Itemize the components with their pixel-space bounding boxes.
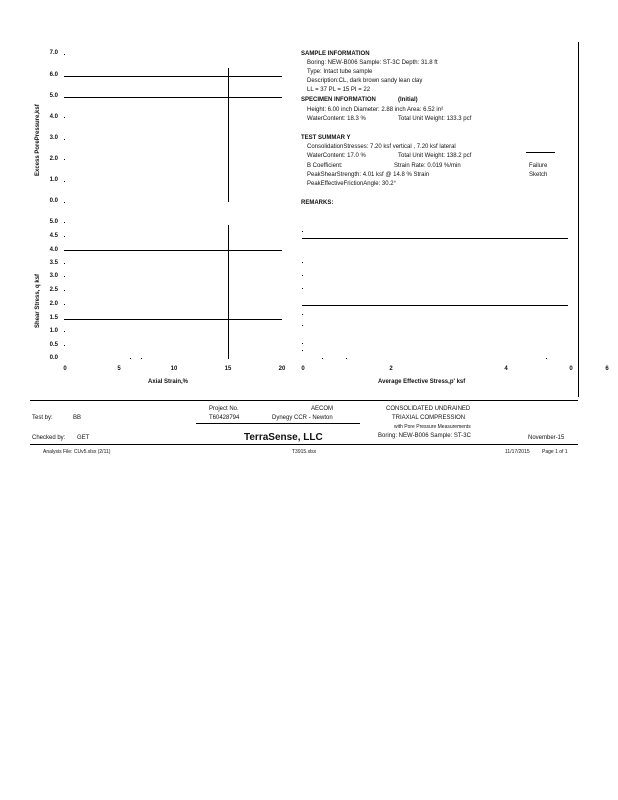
print-date: 11/17/2015 bbox=[505, 449, 530, 455]
bl-y-tick-1.5: 1.5 bbox=[49, 315, 58, 321]
report-title-3: with Pore Pressure Measurements bbox=[394, 424, 471, 430]
top-y-tick-4: 4.0 bbox=[49, 114, 58, 120]
specimen-info-line1: Height: 6.00 inch Diameter: 2.88 inch Area: 6.52 in² bbox=[307, 107, 444, 113]
bl-x-tick-20: 20 bbox=[278, 366, 286, 372]
report-title-1: CONSOLIDATED UNDRAINED bbox=[386, 406, 471, 412]
bl-x-tick-5: 5 bbox=[117, 366, 121, 372]
sketch-label: Sketch bbox=[529, 172, 548, 178]
test-b-coefficient: B Coefficient: bbox=[307, 163, 343, 169]
checked-by-value: GET bbox=[77, 435, 90, 441]
bl-y-tick-3.5: 3.5 bbox=[49, 260, 58, 266]
test-strain-rate: Strain Rate: 0.019 %/min bbox=[394, 163, 461, 169]
br-x-tick-2: 2 bbox=[389, 366, 393, 372]
test-unit-weight: Total Unit Weight: 138.2 pcf bbox=[398, 153, 472, 159]
top-y-tick-6: 6.0 bbox=[49, 72, 58, 78]
bl-y-tick-0.0: 0.0 bbox=[49, 355, 58, 361]
sample-info-line2: Type: Intact tube sample bbox=[307, 69, 373, 75]
project-name: Dynegy CCR - Newton bbox=[272, 415, 333, 421]
company-name: TerraSense, LLC bbox=[244, 432, 323, 443]
br-chart-xlabel: Average Effective Stress,p' ksf bbox=[378, 379, 466, 385]
page-right-border bbox=[578, 42, 579, 397]
sample-info-line3: Description:CL, dark brown sandy lean clay bbox=[307, 78, 423, 84]
top-ref-vline bbox=[228, 68, 229, 202]
page-number: Page 1 of 1 bbox=[542, 449, 568, 455]
checked-by-label: Checked by: bbox=[32, 435, 66, 441]
sample-info-line1: Boring: NEW-B006 Sample: ST-3C Depth: 31.8 ft bbox=[307, 60, 438, 66]
report-date: November-15 bbox=[528, 435, 565, 441]
br-x-tick-4: 4 bbox=[504, 366, 508, 372]
remarks-heading: REMARKS: bbox=[301, 200, 334, 206]
bl-x-tick-15: 15 bbox=[224, 366, 232, 372]
bl-chart-ylabel: Shear Stress, q ksf bbox=[35, 273, 41, 328]
bl-ref-vline bbox=[228, 225, 229, 359]
br-x-tick-6: 6 bbox=[605, 366, 609, 372]
bl-y-tick-4.5: 4.5 bbox=[49, 233, 58, 239]
top-y-tick-5: 5.0 bbox=[49, 93, 58, 99]
test-water-content: WaterContent: 17.0 % bbox=[307, 153, 366, 159]
project-underline bbox=[196, 423, 360, 424]
analysis-file: Analysis File: CUv5.xlsx (2/11) bbox=[43, 449, 111, 455]
project-no-label: Project No. bbox=[209, 406, 239, 412]
tested-by-value: BB bbox=[73, 415, 82, 421]
center-file: T3915.xlsx bbox=[292, 449, 317, 455]
bl-y-tick-0.5: 0.5 bbox=[49, 342, 58, 348]
bl-x-tick-0: 0 bbox=[63, 366, 67, 372]
tested-by-label: Test by: bbox=[32, 415, 53, 421]
specimen-water-content: WaterContent: 18.3 % bbox=[307, 116, 366, 122]
bl-y-tick-5.0: 5.0 bbox=[49, 219, 58, 225]
test-peak-shear: PeakShearStrength: 4.01 ksf @ 14.8 % Strain bbox=[307, 172, 430, 178]
br-ref-line-upper bbox=[302, 238, 568, 239]
specimen-info-suffix: (Initial) bbox=[398, 97, 418, 103]
br-x-tick-extra: 0 bbox=[569, 366, 573, 372]
bl-y-tick-2.0: 2.0 bbox=[49, 301, 58, 307]
test-summary-heading: TEST SUMMAR Y bbox=[301, 135, 351, 141]
bl-chart-xlabel: Axial Strain,% bbox=[148, 379, 189, 385]
boring-sample: Boring: NEW-B006 Sample: ST-3C bbox=[378, 433, 471, 439]
top-y-tick-3: 3.0 bbox=[49, 135, 58, 141]
top-ref-line-5 bbox=[64, 97, 282, 98]
bl-ref-line-4 bbox=[64, 250, 282, 251]
top-y-tick-7: 7.0 bbox=[49, 50, 58, 56]
top-chart-ylabel: Excess PorePressure,ksf bbox=[35, 104, 41, 176]
report-title-2: TRIAXIAL COMPRESSION bbox=[392, 415, 466, 421]
bl-x-tick-10: 10 bbox=[170, 366, 178, 372]
bl-y-tick-1.0: 1.0 bbox=[49, 328, 58, 334]
client-name: AECOM bbox=[311, 406, 334, 412]
test-summary-line1: ConsolidationStresses: 7.20 ksf vertical , 7.20 ksf lateral bbox=[307, 144, 456, 150]
project-no-value: T60428794 bbox=[209, 415, 240, 421]
top-y-tick-2: 2.0 bbox=[49, 156, 58, 162]
bl-y-tick-3.0: 3.0 bbox=[49, 273, 58, 279]
br-ref-line-lower bbox=[302, 305, 568, 306]
footer-top-rule bbox=[30, 400, 578, 401]
failure-label: Failure bbox=[529, 163, 548, 169]
br-x-tick-0: 0 bbox=[301, 366, 305, 372]
top-y-tick-1: 1.0 bbox=[49, 177, 58, 183]
bl-y-tick-4.0: 4.0 bbox=[49, 247, 58, 253]
top-ref-line-6 bbox=[64, 76, 282, 77]
bl-y-tick-2.5: 2.5 bbox=[49, 287, 58, 293]
specimen-unit-weight: Total Unit Weight: 133.3 pcf bbox=[398, 116, 472, 122]
sample-info-line4: LL = 37 PL = 15 PI = 22 bbox=[307, 87, 371, 93]
test-friction-angle: PeakEffectiveFrictionAngle: 30.2° bbox=[307, 181, 397, 187]
sample-info-heading: SAMPLE INFORMATION bbox=[301, 51, 370, 57]
footer-bottom-rule bbox=[30, 444, 578, 445]
specimen-info-heading: SPECIMEN INFORMATION bbox=[301, 97, 376, 103]
sketch-line bbox=[526, 152, 555, 153]
bl-ref-line-1.5 bbox=[64, 319, 282, 320]
top-y-tick-0: 0.0 bbox=[49, 198, 58, 204]
